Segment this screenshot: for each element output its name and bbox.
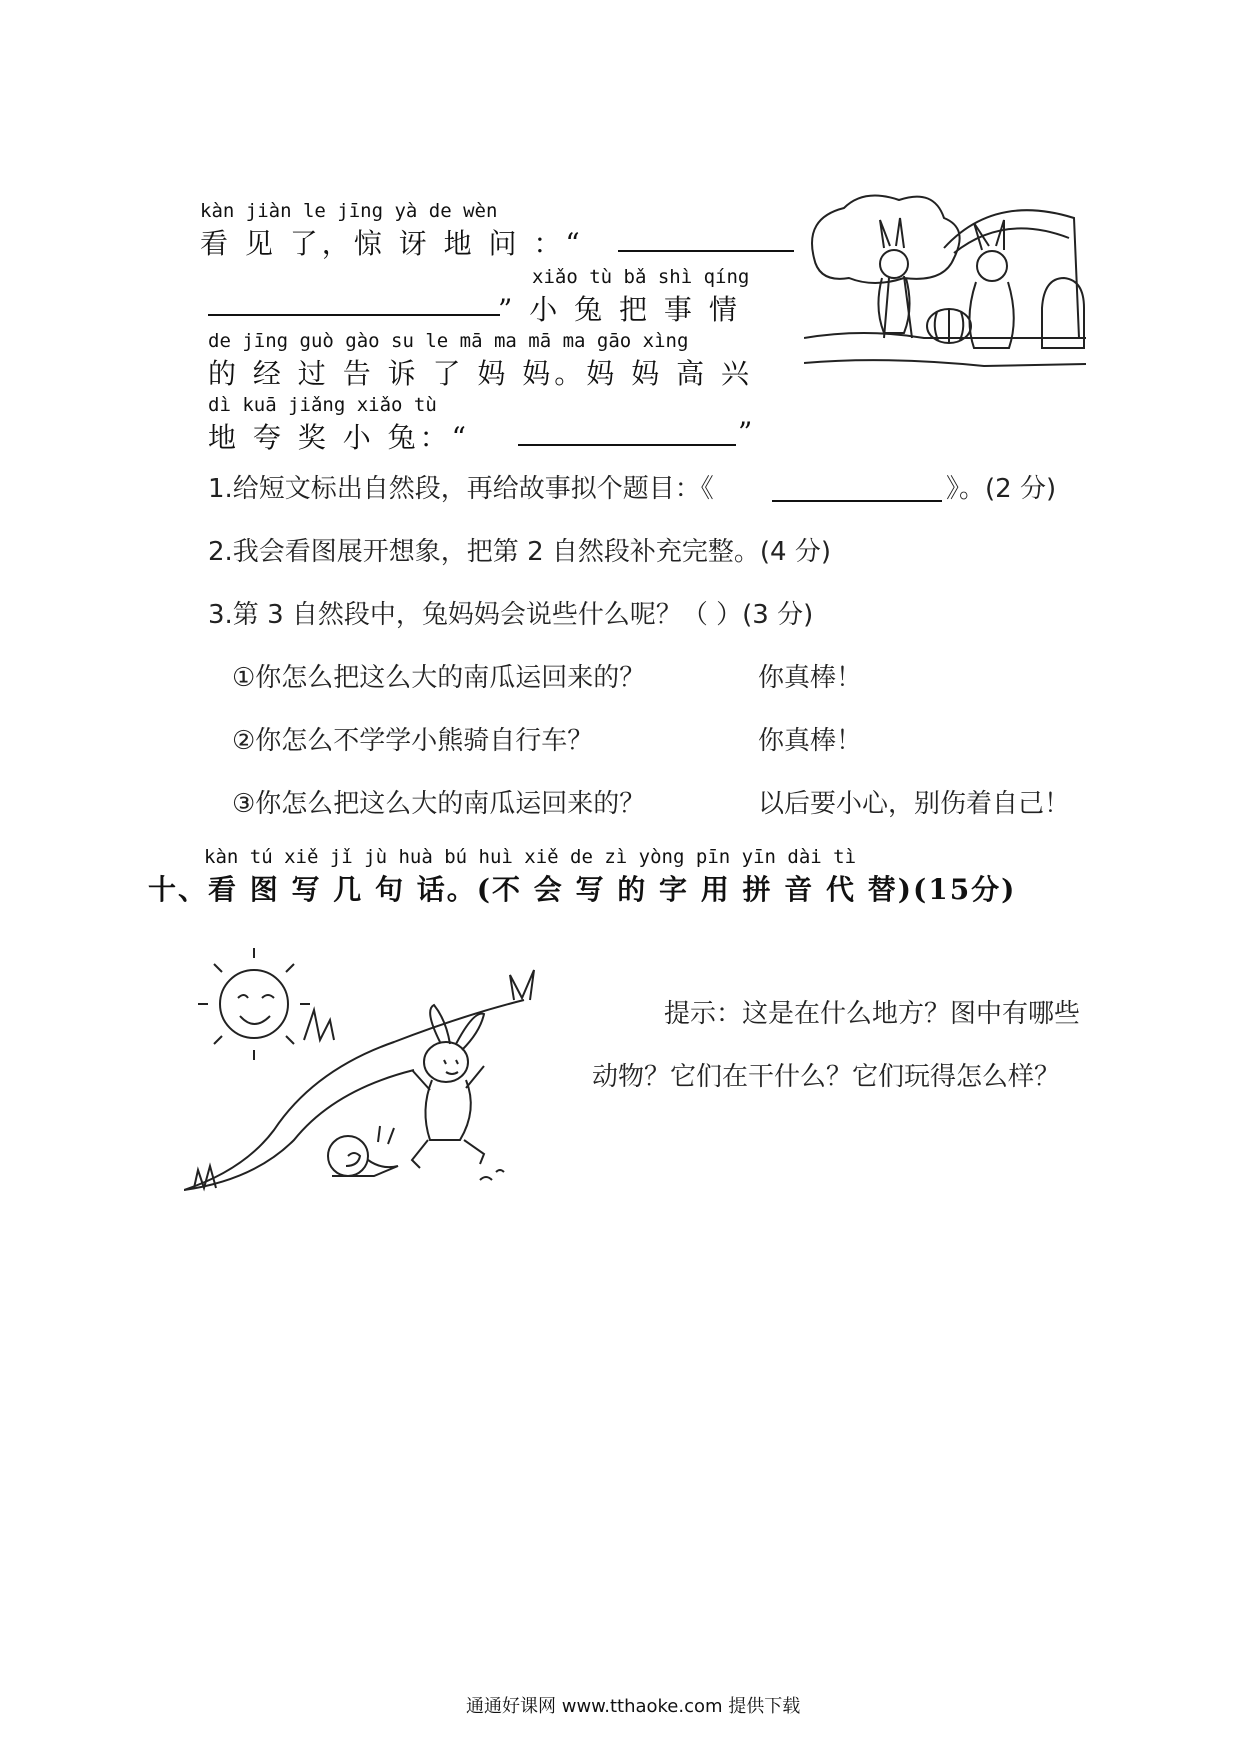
option-3-advice: 以后要小心，别伤着自己！	[758, 789, 1071, 819]
text-line-1: 看 见 了，惊 讶 地 问 ：“	[200, 227, 584, 260]
text-line-3: 的 经 过 告 诉 了 妈 妈。妈 妈 高 兴	[208, 357, 754, 390]
question-1-text: 1.给短文标出自然段，再给故事拟个题目：《	[208, 474, 714, 504]
question-2-text: 2.我会看图展开想象，把第 2 自然段补充完整。(4 分)	[208, 537, 831, 567]
section-10-pinyin: kàn tú xiě jǐ jù huà bú huì xiě de zì yòng pīn yīn dài tì	[204, 846, 857, 868]
pinyin-line-1: kàn jiàn le jīng yà de wèn	[200, 200, 498, 222]
hint-line-2: 动物？它们在干什么？它们玩得怎么样？	[592, 1062, 1061, 1092]
option-1-praise: 你真棒！	[758, 663, 863, 693]
text-line-2: ” 小 兔 把 事 情	[498, 293, 741, 326]
question-3-text: 3.第 3 自然段中，兔妈妈会说些什么呢？（ ）(3 分)	[208, 600, 814, 630]
option-1-question: ①你怎么把这么大的南瓜运回来的？	[232, 663, 646, 693]
footer-source: 通通好课网 www.tthaoke.com 提供下载	[466, 1696, 801, 1717]
option-2-question: ②你怎么不学学小熊骑自行车？	[232, 726, 594, 756]
hint-line-1: 提示：这是在什么地方？图中有哪些	[664, 999, 1081, 1029]
rabbit-snail-illustration	[184, 940, 580, 1192]
answer-blank-1[interactable]	[618, 250, 794, 252]
pinyin-line-4: dì kuā jiǎng xiǎo tù	[208, 394, 437, 416]
section-10-title: 十、看 图 写 几 句 话。(不 会 写 的 字 用 拼 音 代 替)(15分)	[148, 873, 1017, 906]
text-line-4: 地 夸 奖 小 兔：“	[208, 421, 470, 454]
answer-blank-2[interactable]	[208, 314, 500, 316]
question-1-points: 》。(2 分)	[946, 474, 1057, 504]
rabbits-pumpkin-illustration	[804, 188, 1086, 380]
answer-blank-3[interactable]	[518, 444, 736, 446]
option-3-question: ③你怎么把这么大的南瓜运回来的？	[232, 789, 646, 819]
option-2-praise: 你真棒！	[758, 726, 863, 756]
pinyin-line-2: xiǎo tù bǎ shì qíng	[532, 266, 750, 288]
text-line-4-close: ”	[738, 416, 757, 449]
pinyin-line-3: de jīng guò gào su le mā ma mā ma gāo xìng	[208, 330, 689, 352]
title-answer-blank[interactable]	[772, 500, 942, 502]
